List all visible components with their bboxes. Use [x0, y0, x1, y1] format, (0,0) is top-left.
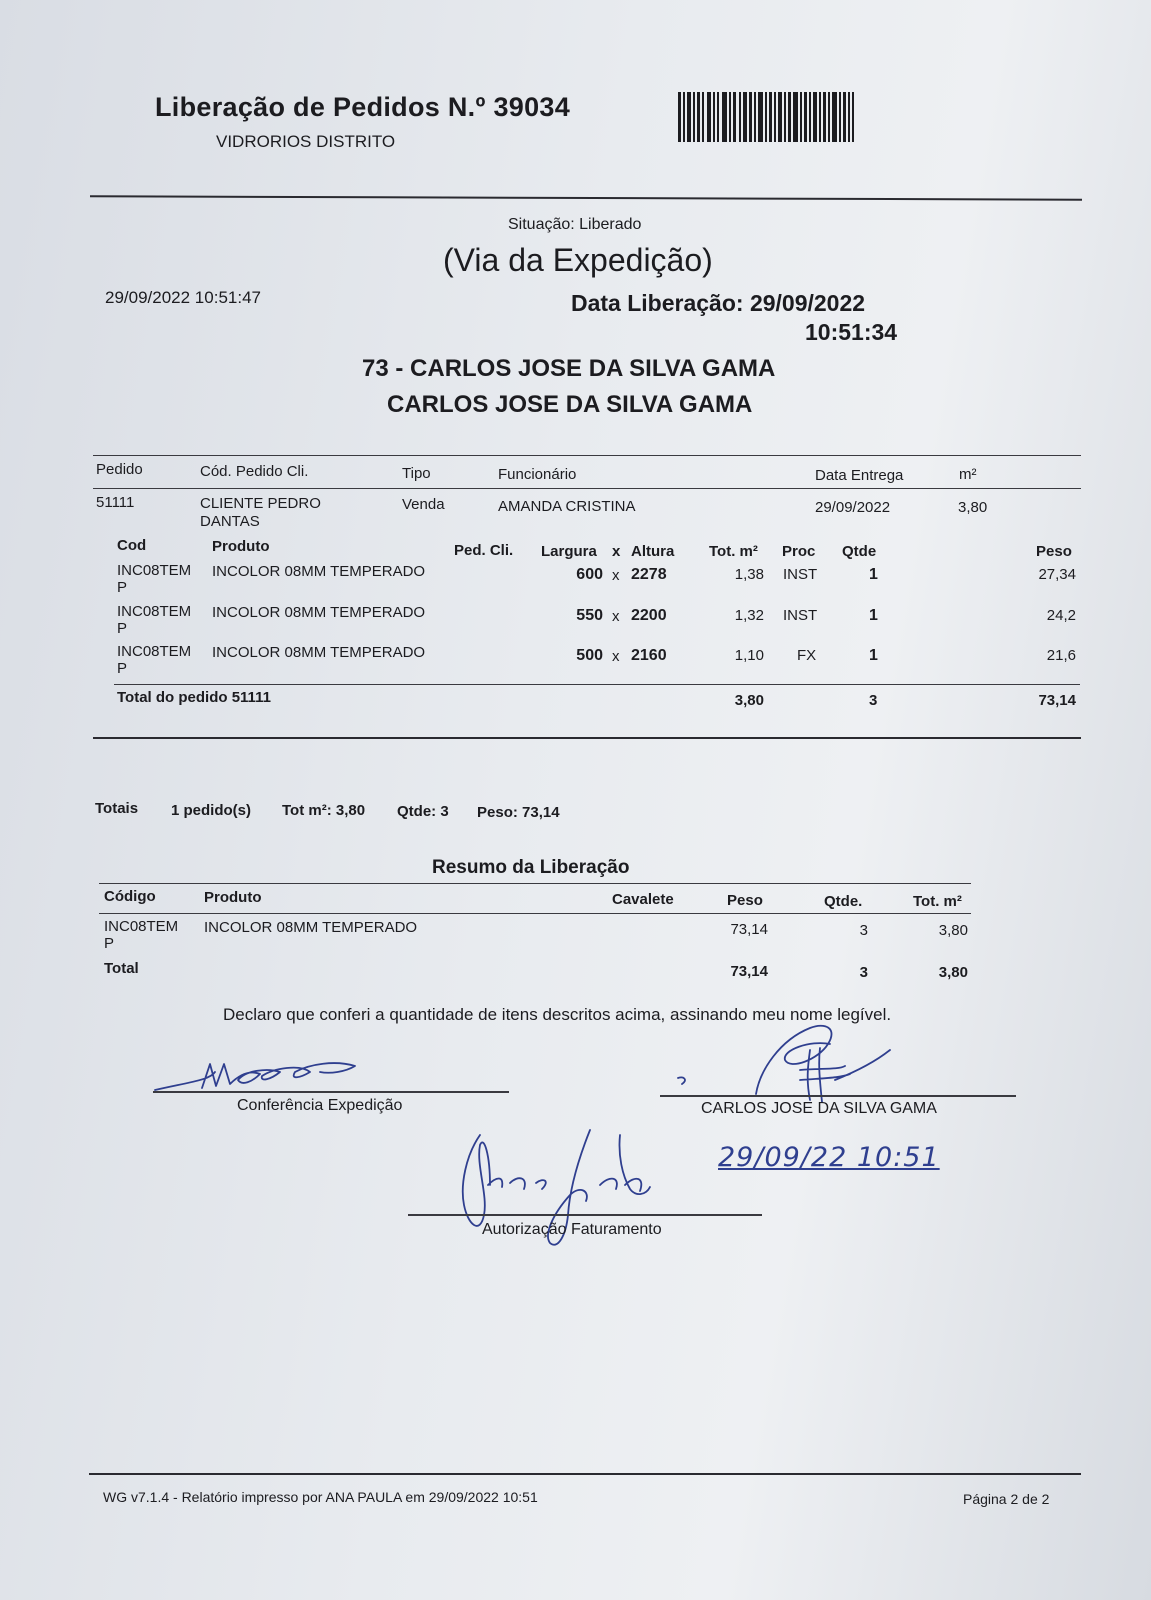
item-cod: INC08TEM [117, 562, 192, 579]
totais-qtde: Qtde: 3 [397, 803, 449, 820]
items-header-x: x [612, 543, 621, 560]
pedido-number: 51111 [96, 494, 135, 511]
pedido-header-rule [93, 488, 1081, 489]
resumo-peso: 73,14 [730, 921, 768, 938]
resumo-top-rule [99, 883, 971, 884]
items-header-peso: Peso [1036, 543, 1072, 560]
col-header-cod-pedido-cli: Cód. Pedido Cli. [200, 463, 309, 480]
footer-page-number: Página 2 de 2 [963, 1491, 1050, 1507]
resumo-header-peso: Peso [727, 892, 763, 909]
client-name: CARLOS JOSE DA SILVA GAMA [387, 391, 753, 418]
col-header-data-entrega: Data Entrega [815, 467, 904, 484]
totais-pedidos: 1 pedido(s) [171, 802, 252, 819]
cliente-signature-label: CARLOS JOSE DA SILVA GAMA [701, 1100, 937, 1117]
item-largura: 500 [576, 647, 603, 664]
item-peso: 27,34 [1038, 566, 1076, 583]
items-header-tot-m2: Tot. m² [709, 543, 758, 560]
pedido-tipo: Venda [402, 496, 445, 513]
cod-pedido-cli: CLIENTE PEDRO [200, 495, 321, 512]
print-datetime: 29/09/2022 10:51:47 [105, 288, 261, 307]
resumo-header-rule [99, 913, 971, 914]
footer-divider [89, 1473, 1081, 1475]
item-x: x [612, 648, 620, 665]
item-cod-cont: P [117, 660, 128, 677]
items-bottom-rule [93, 737, 1081, 739]
item-produto: INCOLOR 08MM TEMPERADO [212, 563, 426, 580]
item-altura: 2160 [631, 647, 667, 664]
autorizacao-label: Autorização Faturamento [482, 1221, 662, 1238]
item-proc: INST [783, 607, 818, 624]
resumo-total-label: Total [104, 960, 139, 977]
item-qtde: 1 [869, 607, 878, 624]
release-date: Data Liberação: 29/09/2022 [571, 290, 866, 316]
item-cod-cont: P [117, 620, 128, 637]
resumo-codigo-cont: P [104, 935, 115, 952]
item-produto: INCOLOR 08MM TEMPERADO [212, 644, 426, 661]
item-tot-m2: 1,38 [734, 566, 764, 583]
item-peso: 21,6 [1046, 647, 1076, 664]
items-header-largura: Largura [541, 543, 597, 560]
conferencia-label: Conferência Expedição [237, 1097, 403, 1114]
items-header-qtde: Qtde [842, 543, 877, 560]
status-text: Situação: Liberado [508, 216, 642, 233]
resumo-qtde: 3 [859, 922, 868, 939]
resumo-total-tot-m2: 3,80 [938, 964, 968, 981]
conferencia-signature-line [153, 1091, 509, 1093]
item-cod: INC08TEM [117, 603, 192, 620]
resumo-produto: INCOLOR 08MM TEMPERADO [204, 919, 418, 936]
resumo-title: Resumo da Liberação [432, 857, 630, 878]
autorizacao-signature [440, 1125, 670, 1260]
cliente-signature [660, 1010, 920, 1105]
resumo-total-peso: 73,14 [730, 963, 768, 980]
totais-peso: Peso: 73,14 [477, 804, 560, 821]
cod-pedido-cli-cont: DANTAS [200, 513, 260, 530]
pedido-total-peso: 73,14 [1038, 692, 1076, 709]
totais-label: Totais [95, 800, 139, 817]
pedido-table-top-rule [93, 455, 1081, 456]
col-header-tipo: Tipo [402, 465, 431, 482]
resumo-header-codigo: Código [104, 888, 156, 905]
item-qtde: 1 [869, 647, 878, 664]
item-peso: 24,2 [1046, 607, 1076, 624]
pedido-total-m2: 3,80 [734, 692, 764, 709]
items-header-proc: Proc [782, 543, 816, 560]
pedido-data-entrega: 29/09/2022 [815, 499, 891, 516]
item-tot-m2: 1,32 [734, 607, 764, 624]
items-header-ped-cli: Ped. Cli. [454, 542, 514, 559]
col-header-m2: m² [959, 466, 977, 483]
col-header-pedido: Pedido [96, 461, 143, 478]
item-qtde: 1 [869, 566, 878, 583]
col-header-funcionario: Funcionário [498, 466, 577, 483]
item-cod: INC08TEM [117, 643, 192, 660]
client-code-name: 73 - CARLOS JOSE DA SILVA GAMA [362, 355, 776, 382]
footer-report-info: WG v7.1.4 - Relatório impresso por ANA PAULA em 29/09/2022 10:51 [103, 1489, 538, 1505]
item-x: x [612, 608, 620, 625]
totais-tot-m2: Tot m²: 3,80 [282, 802, 366, 819]
autorizacao-signature-line [408, 1214, 762, 1216]
items-header-altura: Altura [631, 543, 675, 560]
declaration-text: Declaro que conferi a quantidade de itens descritos acima, assinando meu nome legível. [223, 1005, 892, 1024]
pedido-m2: 3,80 [958, 499, 988, 516]
resumo-tot-m2: 3,80 [938, 922, 968, 939]
release-time: 10:51:34 [805, 319, 898, 345]
items-total-rule [114, 684, 1080, 685]
items-header-produto: Produto [212, 538, 270, 555]
via-label: (Via da Expedição) [443, 242, 713, 278]
item-tot-m2: 1,10 [734, 647, 764, 664]
resumo-codigo: INC08TEM [104, 918, 179, 935]
resumo-header-produto: Produto [204, 889, 262, 906]
item-altura: 2200 [631, 607, 667, 624]
item-altura: 2278 [631, 566, 667, 583]
header-divider [90, 195, 1082, 200]
pedido-funcionario: AMANDA CRISTINA [498, 498, 636, 515]
resumo-header-cavalete: Cavalete [612, 891, 674, 908]
resumo-header-tot-m2: Tot. m² [913, 893, 962, 910]
document-title: Liberação de Pedidos N.º 39034 [155, 92, 571, 122]
item-proc: FX [797, 647, 817, 664]
resumo-header-qtde: Qtde. [824, 893, 863, 910]
handwritten-date: 29/09/22 10:51 [718, 1142, 940, 1173]
barcode [678, 92, 854, 142]
item-largura: 550 [576, 607, 603, 624]
pedido-total-label: Total do pedido 51111 [117, 689, 271, 706]
resumo-total-qtde: 3 [859, 964, 868, 981]
items-header-cod: Cod [117, 537, 147, 554]
cliente-signature-line [660, 1095, 1016, 1097]
pedido-total-qtde: 3 [869, 692, 878, 709]
item-x: x [612, 567, 620, 584]
item-produto: INCOLOR 08MM TEMPERADO [212, 604, 426, 621]
item-cod-cont: P [117, 579, 128, 596]
item-largura: 600 [576, 566, 603, 583]
company-name: VIDRORIOS DISTRITO [216, 132, 396, 151]
item-proc: INST [783, 566, 818, 583]
